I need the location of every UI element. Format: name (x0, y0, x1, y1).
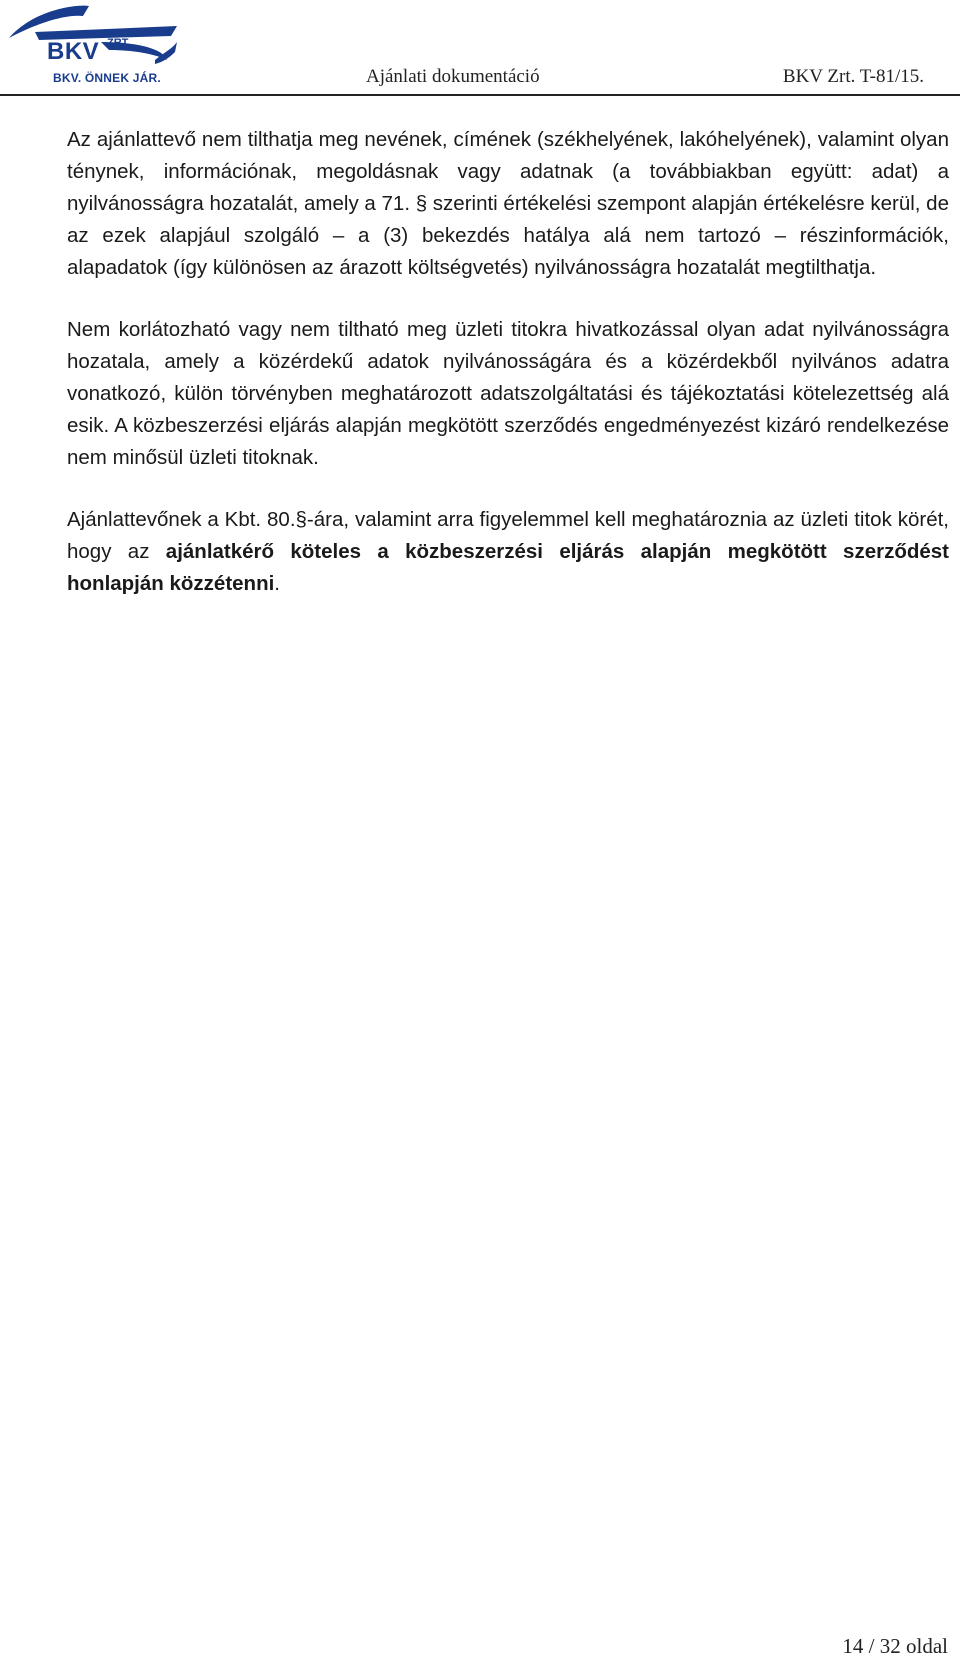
paragraph-text: Ajánlattevőnek a Kbt. 80.§-ára, valamint arra figyelemmel kell meghatároznia az üzleti titok körét, hogy az (67, 508, 949, 563)
page-number: 14 / 32 oldal (842, 1634, 948, 1658)
logo-wordmark: BKV (47, 38, 100, 65)
body-text (67, 124, 949, 630)
header-divider (0, 94, 960, 96)
paragraph: Az ajánlattevő nem tilthatja meg nevének, címének (székhelyének, lakóhelyének), valamint olyan ténynek, információnak, megoldásnak vagy adatnak (a továbbiakban együtt: adat) a nyilvánosságra hozatalát, amely a 71. § szerinti értékelési szempont alapján értékelésre kerül, de az ezek alapjául szolgáló – a (3) bekezdés hatálya alá nem tartozó – részinformációk, alapadatok (így különösen az árazott költségvetés) nyilvánosságra hozatalát megtilthatja. (67, 128, 949, 279)
paragraph (67, 504, 949, 600)
paragraph-emphasis: ajánlatkérő köteles a közbeszerzési eljárás alapján megkötött szerződést honlapján közzétenni (67, 540, 949, 595)
paragraph: Nem korlátozható vagy nem tiltható meg üzleti titokra hivatkozással olyan adat nyilvánosságra hozatala, amely a közérdekű adatok nyilvánosságára és a közérdekből nyilvános adatra vonatkozó, külön törvényben meghatározott adatszolgáltatási és tájékoztatási kötelezettség alá esik. A közbeszerzési eljárás alapján megkötött szerződés engedményezést kizáró rendelkezése nem minősül üzleti titoknak. (67, 318, 949, 469)
document-title: Ajánlati dokumentáció (366, 66, 540, 87)
bkv-logo (5, 2, 185, 88)
page-header (0, 0, 960, 96)
logo-superscript: ZRT (107, 37, 129, 49)
document-reference: BKV Zrt. T-81/15. (782, 66, 924, 87)
logo-slogan: BKV. ÖNNEK JÁR. (53, 71, 161, 85)
paragraph-text: . (274, 572, 280, 595)
